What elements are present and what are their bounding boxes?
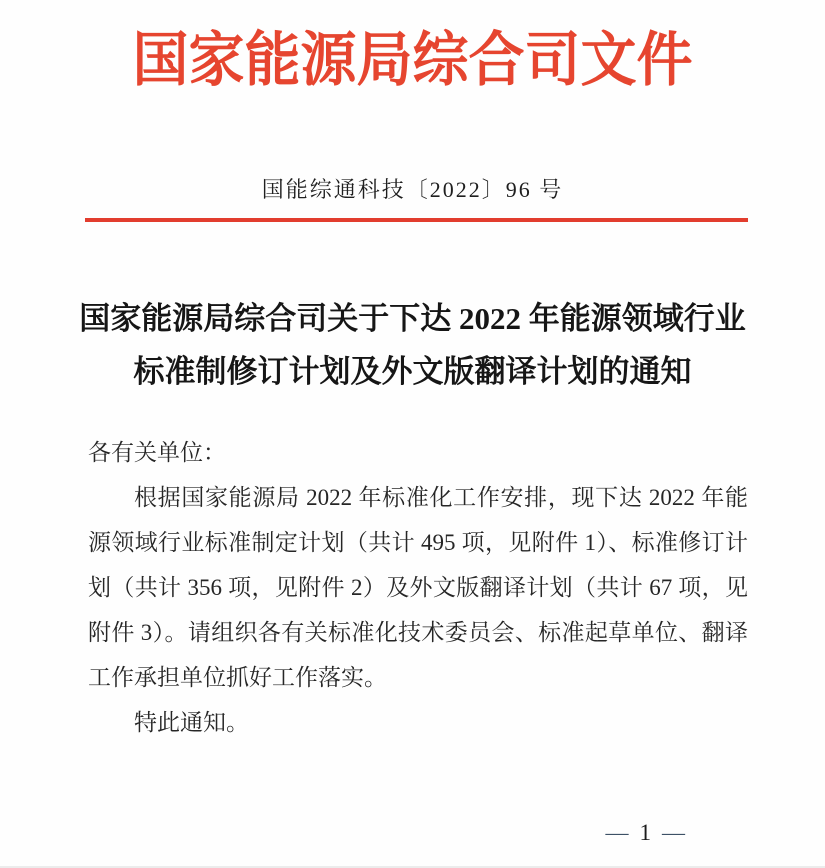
page-number-value: 1 (639, 820, 651, 845)
notice-title (55, 292, 770, 398)
body-paragraph-1: 根据国家能源局 2022 年标准化工作安排，现下达 2022 年能源领域行业标准制定计划（共计 495 项，见附件 1）、标准修订计划（共计 356 项，见附件 2）及外文版翻译计划（共计 67 项，见附件 3）。请组织各有关标准化技术委员会、标准起草单位、翻译工作承担单位抓好工作落实。 (88, 485, 748, 690)
document-body (88, 430, 748, 745)
notice-title-line2: 标准制修订计划及外文版翻译计划的通知 (133, 354, 692, 389)
page-number-dash-left: — (605, 820, 629, 845)
notice-title-line1: 国家能源局综合司关于下达 2022 年能源领域行业 (79, 301, 746, 336)
page-number (606, 820, 686, 846)
document-number: 国能综通科技〔2022〕96 号 (261, 177, 564, 202)
document-header-title: 国家能源局综合司文件 (132, 28, 693, 94)
red-divider-line (85, 218, 748, 222)
page-number-dash-right: — (662, 820, 685, 845)
salutation: 各有关单位： (88, 440, 226, 465)
body-paragraph-2: 特此通知。 (134, 710, 249, 735)
